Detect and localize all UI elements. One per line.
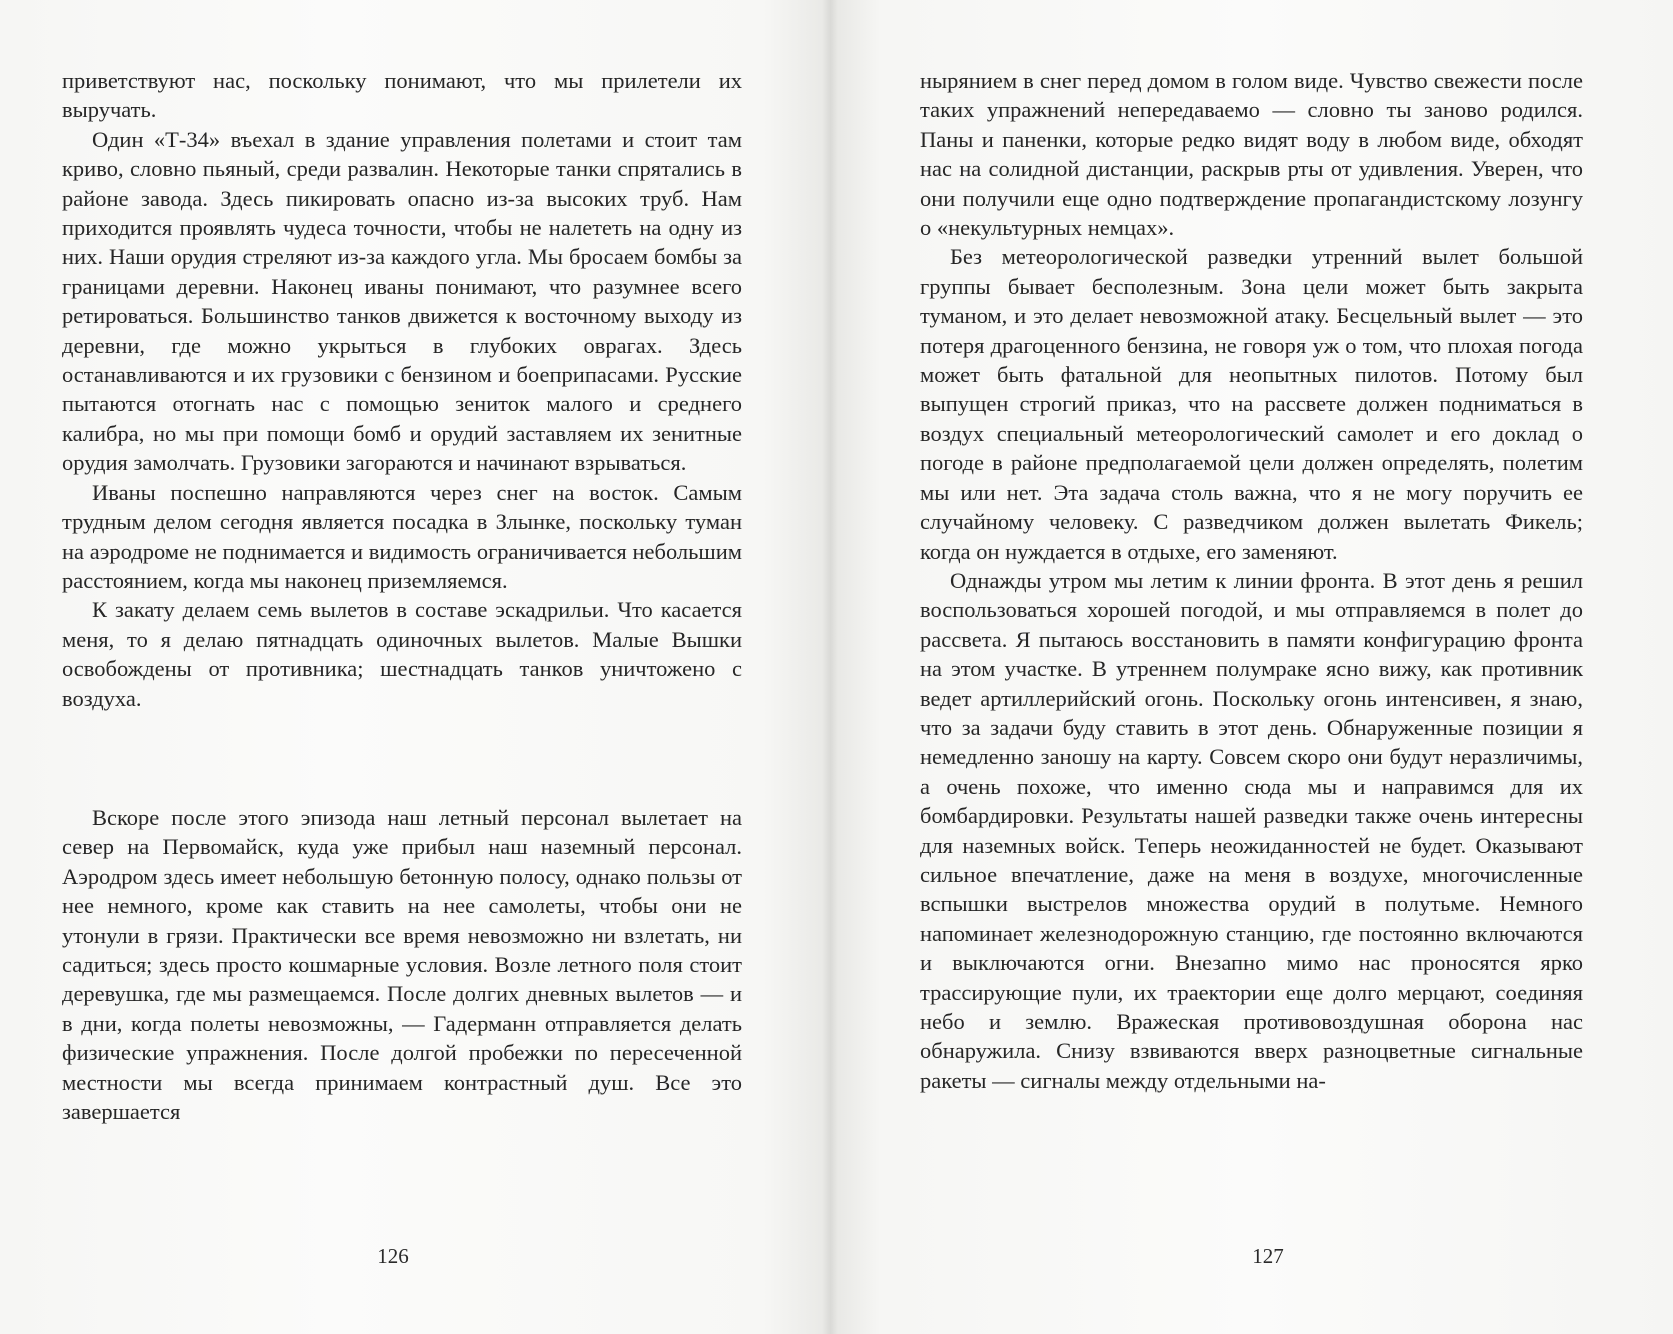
paragraph: Однажды утром мы летим к линии фронта. В этот день я решил воспользоваться хорошей погодой, и мы отправляемся в полет до рассвета. Я пытаюсь восстановить в памяти конфигурацию фронта на этом участке. В утреннем полумраке ясно вижу, как противник ведет артиллерийский огонь. Поскольку огонь интенсивен, я знаю, что за задачи буду ставить в этот день. Обнаруженные позиции я немедленно заношу на карту. Совсем скоро они будут неразличимы, а очень похоже, что именно сюда мы и направимся для их бомбардировки. Результаты нашей разведки также очень интересны для наземных войск. Теперь неожиданностей не будет. Оказывают сильное впечатление, даже на меня в воздухе, многочисленные вспышки выстрелов множества орудий в полутьме. Немного напоминает железнодорожную станцию, где постоянно включаются и выключаются огни. Внезапно мимо нас проносятся ярко трассирующие пули, их траектории еще долго мерцают, соединяя небо и землю. Вражеская противовоздушная оборона нас обнаружила. Снизу взвиваются вверх разноцветные сигнальные ракеты — сигналы между отдельными на- <box>920 567 1583 1093</box>
paragraph: Иваны поспешно направляются через снег на восток. Самым трудным делом сегодня является посадка в Злынке, поскольку туман на аэродроме не поднимается и видимость ограничивается небольшим расстоянием, когда мы наконец приземляемся. <box>62 479 742 593</box>
right-page-text <box>920 66 1583 1095</box>
paragraph: нырянием в снег перед домом в голом виде. Чувство свежести после таких упражнений непередаваемо — словно ты заново родился. Паны и паненки, которые редко видят воду в любом виде, обходят нас на солидной дистанции, раскрыв рты от удивления. Уверен, что они получили еще одно подтверждение пропагандистскому лозунгу о «некультурных немцах». <box>920 68 1583 241</box>
paragraph: Без метеорологической разведки утренний вылет большой группы бывает бесполезным. Зона цели может быть закрыта туманом, и это делает невозможной атаку. Бесцельный вылет — это потеря драгоценного бензина, не говоря уж о том, что плохая погода может быть фатальной для неопытных пилотов. Потому был выпущен строгий приказ, что на рассвете должен подниматься в воздух специальный метеорологический самолет и его доклад о погоде в районе предполагаемой цели должен определять, полетим мы или нет. Эта задача столь важна, что я не могу поручить ее случайному человеку. С разведчиком должен вылетать Фикель; когда он нуждается в отдыхе, его заменяют. <box>920 244 1583 564</box>
section-break <box>62 713 742 803</box>
book-gutter <box>822 0 838 1334</box>
page-number: 127 <box>1252 1244 1284 1268</box>
page-number: 126 <box>377 1244 409 1268</box>
paragraph: приветствуют нас, поскольку понимают, что мы прилетели их выручать. <box>62 68 742 123</box>
paragraph: Один «Т-34» въехал в здание управления полетами и стоит там криво, словно пьяный, среди развалин. Некоторые танки спрятались в районе завода. Здесь пикировать опасно из-за высоких труб. Нам приходится проявлять чудеса точности, чтобы не налететь на одну из них. Наши орудия стреляют из-за каждого угла. Мы бросаем бомбы за границами деревни. Наконец иваны понимают, что разумнее всего ретироваться. Большинство танков движется к восточному выходу из деревни, где можно укрыться в глубоких оврагах. Здесь останавливаются и их грузовики с бензином и боеприпасами. Русские пытаются отогнать нас с помощью зениток малого и среднего калибра, но мы при помощи бомб и орудий заставляем их зенитные орудия замолчать. Грузовики загораются и начинают взрываться. <box>62 126 742 476</box>
paragraph: К закату делаем семь вылетов в составе эскадрильи. Что касается меня, то я делаю пятнадцать одиночных вылетов. Малые Вышки освобождены от противника; шестнадцать танков уничтожено с воздуха. <box>62 597 742 711</box>
left-page-text <box>62 66 742 1126</box>
paragraph: Вскоре после этого эпизода наш летный персонал вылетает на север на Первомайск, куда уже прибыл наш наземный персонал. Аэродром здесь имеет небольшую бетонную полосу, однако пользы от нее немного, кроме как ставить на нее самолеты, чтобы они не утонули в грязи. Практически все время невозможно ни взлетать, ни садиться; здесь просто кошмарные условия. Возле летного поля стоит деревушка, где мы размещаемся. После долгих дневных вылетов — и в дни, когда полеты невозможны, — Гадерманн отправляется делать физические упражнения. После долгой пробежки по пересеченной местности мы всегда принимаем контрастный душ. Все это завершается <box>62 804 742 1124</box>
left-page <box>0 0 830 1334</box>
right-page <box>830 0 1673 1334</box>
